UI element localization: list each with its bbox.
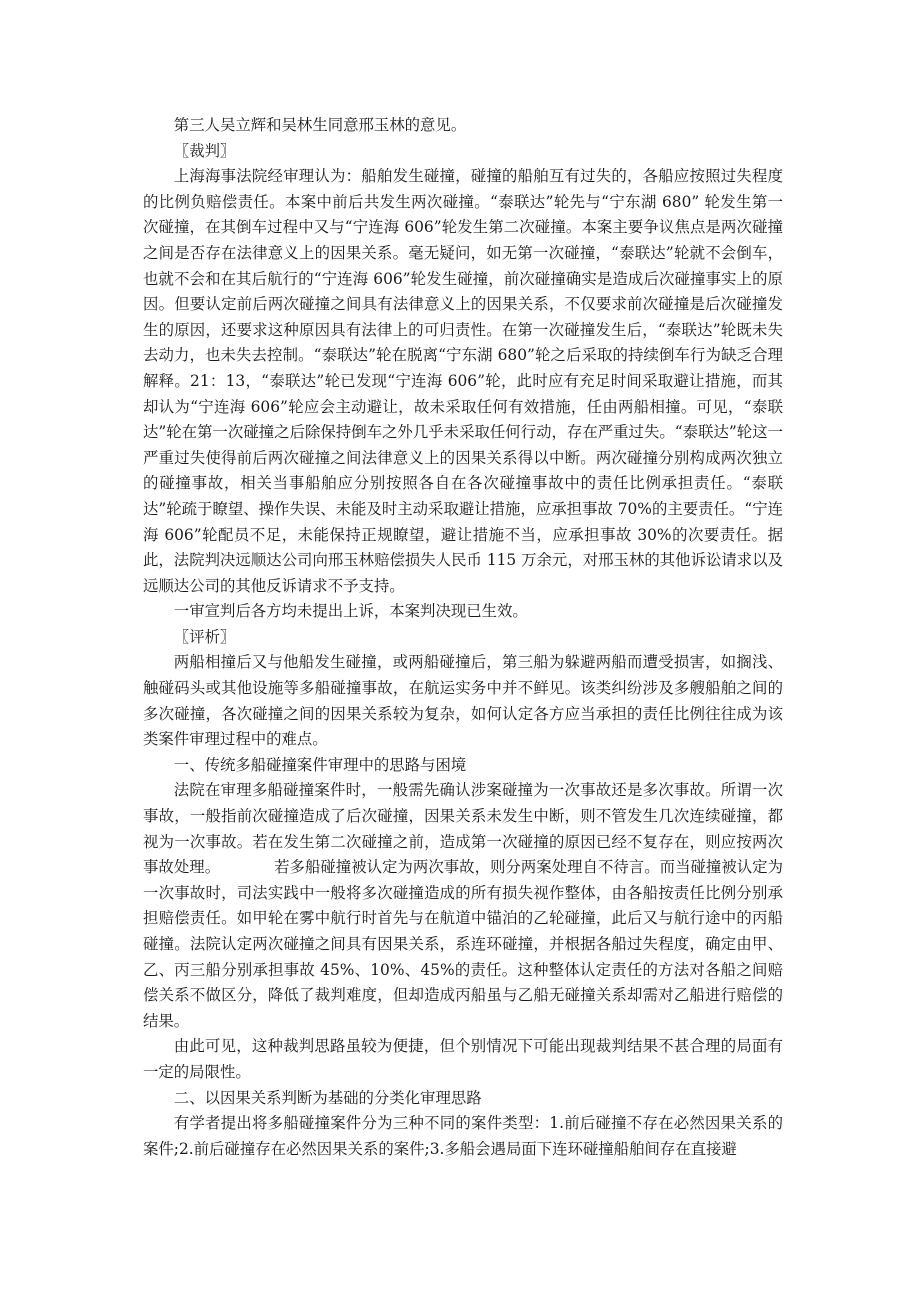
section-heading-1: 一、传统多船碰撞案件审理中的思路与困境 <box>173 755 467 774</box>
paragraph-multi-collision: 两船相撞后又与他船发生碰撞，或两船碰撞后，第三船为躲避两船而遭受损害，如搁浅、触碰码头或其他设施等多船碰撞事故，在航运实务中并不鲜见。该类纠纷涉及多艘船舶之间的多次碰撞，各次碰撞之间的因果关系较为复杂，如何认定各方应当承担的责任比例往往成为该类案件审理过程中的难点。 <box>143 653 783 749</box>
paragraph-effective: 一审宣判后各方均未提出上诉，本案判决现已生效。 <box>173 602 528 621</box>
paragraph-court-finding: 上海海事法院经审理认为：船舶发生碰撞，碰撞的船舶互有过失的，各船应按照过失程度的比例负赔偿责任。本案中前后共发生两次碰撞。“泰联达”轮先与“宁东湖 680” 轮发生第一次碰撞，在其倒车过程中又与“宁连海 606”轮发生第二次碰撞。本案主要争议焦点是两次碰撞之间是否存在法律意义上的因果关系。毫无疑问，如无第一次碰撞，“泰联达”轮就不会倒车，也就不会和在其后航行的“宁连海 606”轮发生碰撞，前次碰撞确实是造成后次碰撞事实上的原因。但要认定前后两次碰撞之间具有法律意义上的因果关系，不仅要求前次碰撞是后次碰撞发生的原因，还要求这种原因具有法律上的可归责性。在第一次碰撞发生后，“泰联达”轮既未失去动力，也未失去控制。“泰联达”轮在脱离“宁东湖 680”轮之后采取的持续倒车行为缺乏合理解释。21：13，“泰联达”轮已发现“宁连海 606”轮，此时应有充足时间采取避让措施，而其却认为“宁连海 606”轮应会主动避让，故未采取任何有效措施，任由两船相撞。可见，“泰联达”轮在第一次碰撞之后除保持倒车之外几乎未采取任何行动，存在严重过失。“泰联达”轮这一严重过失使得前后两次碰撞之间法律意义上的因果关系得以中断。两次碰撞分别构成两次独立的碰撞事故，相关当事船舶应分别按照各自在各次碰撞事故中的责任比例承担责任。“泰联达”轮疏于瞭望、操作失误、未能及时主动采取避让措施，应承担事故 70%的主要责任。“宁连海 606”轮配员不足，未能保持正规瞭望，避让措施不当，应承担事故 30%的次要责任。据此，法院判决远顺达公司向邢玉林赔偿损失人民币 115 万余元，对邢玉林的其他诉讼请求以及远顺达公司的其他反诉请求不予支持。 <box>143 167 783 595</box>
paragraph-classification: 有学者提出将多船碰撞案件分为三种不同的案件类型：1.前后碰撞不存在必然因果关系的案件;2.前后碰撞存在必然因果关系的案件;3.多船会遇局面下连环碰撞船舶间存在直接避 <box>143 1114 783 1158</box>
document-page <box>143 113 783 1162</box>
paragraph-conclusion: 由此可见，这种裁判思路虽较为便捷，但个别情况下可能出现裁判结果不甚合理的局面有一定的局限性。 <box>143 1037 783 1081</box>
heading-judgment: 〖裁判〗 <box>173 141 236 160</box>
paragraph-third-party: 第三人吴立辉和吴林生同意邢玉林的意见。 <box>173 116 467 134</box>
heading-commentary: 〖评析〗 <box>173 627 236 646</box>
paragraph-traditional-approach: 法院在审理多船碰撞案件时，一般需先确认涉案碰撞为一次事故还是多次事故。所谓一次事故，一般指前次碰撞造成了后次碰撞，因果关系未发生中断，则不管发生几次连续碰撞，都视为一次事故。若在发生第二次碰撞之前，造成第一次碰撞的原因已经不复存在，则应按两次事故处理。 若多船碰撞被认定为两次事故，则分两案处理自不待言。而当碰撞被认定为一次事故时，司法实践中一般将多次碰撞造成的所有损失视作整体，由各船按责任比例分别承担赔偿责任。如甲轮在雾中航行时首先与在航道中锚泊的乙轮碰撞，此后又与航行途中的丙船碰撞。法院认定两次碰撞之间具有因果关系，系连环碰撞，并根据各船过失程度，确定由甲、乙、丙三船分别承担事故 45%、10%、45%的责任。这种整体认定责任的方法对各船之间赔偿关系不做区分，降低了裁判难度，但却造成丙船虽与乙船无碰撞关系却需对乙船进行赔偿的结果。 <box>143 781 783 1030</box>
section-heading-2: 二、以因果关系判断为基础的分类化审理思路 <box>173 1088 482 1107</box>
